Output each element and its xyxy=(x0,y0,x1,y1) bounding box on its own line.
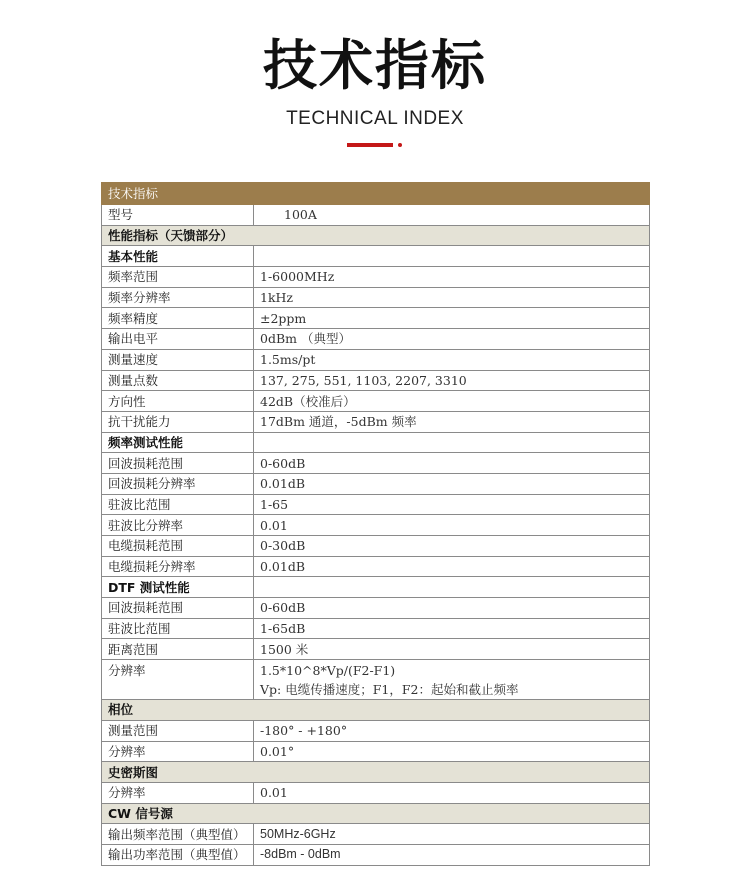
row-label: 抗干扰能力 xyxy=(102,411,254,432)
section-row xyxy=(102,577,650,598)
row-value: 137, 275, 551, 1103, 2207, 3310 xyxy=(254,370,650,391)
row-label: 频率范围 xyxy=(102,267,254,288)
group-title: 史密斯图 xyxy=(102,762,650,783)
row-value: 1-65 xyxy=(254,494,650,515)
table-row xyxy=(102,844,650,865)
row-value: 1500 米 xyxy=(254,639,650,660)
table-row xyxy=(102,536,650,557)
row-value: 0-60dB xyxy=(254,598,650,619)
row-label: 电缆损耗范围 xyxy=(102,536,254,557)
section-title: 基本性能 xyxy=(102,246,254,267)
row-label: 回波损耗分辨率 xyxy=(102,473,254,494)
group-row xyxy=(102,803,650,824)
resolution-formula: 1.5*10^8*Vp/(F2-F1) xyxy=(260,663,396,679)
row-label: 距离范围 xyxy=(102,639,254,660)
page-title: 技术指标 xyxy=(263,34,487,97)
section-title: DTF 测试性能 xyxy=(102,577,254,598)
row-value: -180° - +180° xyxy=(254,720,650,741)
row-value: 0-30dB xyxy=(254,536,650,557)
row-value: 0-60dB xyxy=(254,453,650,474)
row-value: 1-65dB xyxy=(254,618,650,639)
group-row xyxy=(102,225,650,246)
row-label: 频率精度 xyxy=(102,308,254,329)
table-row xyxy=(102,453,650,474)
row-label: 测量点数 xyxy=(102,370,254,391)
title-underline-dot xyxy=(398,143,402,147)
row-value: 1-6000MHz xyxy=(254,267,650,288)
row-value: 1kHz xyxy=(254,287,650,308)
row-value: 17dBm 通道，-5dBm 频率 xyxy=(254,411,650,432)
table-row xyxy=(102,329,650,350)
section-title: 频率测试性能 xyxy=(102,432,254,453)
page-subtitle: TECHNICAL INDEX xyxy=(286,108,464,129)
row-value: 0.01 xyxy=(254,515,650,536)
model-value: 100A xyxy=(254,205,650,226)
row-value: 0dBm （典型） xyxy=(254,329,650,350)
group-title: 性能指标（天馈部分） xyxy=(102,225,650,246)
row-label: 输出频率范围（典型值） xyxy=(102,824,254,845)
row-label: 方向性 xyxy=(102,391,254,412)
table-row xyxy=(102,411,650,432)
row-label: 分辨率 xyxy=(102,660,254,700)
row-value: ±2ppm xyxy=(254,308,650,329)
row-label: 分辨率 xyxy=(102,782,254,803)
table-row xyxy=(102,720,650,741)
resolution-note: Vp: 电缆传播速度；F1，F2：起始和截止频率 xyxy=(260,682,519,698)
group-row xyxy=(102,762,650,783)
group-title: CW 信号源 xyxy=(102,803,650,824)
table-banner-row xyxy=(102,183,650,205)
table-row xyxy=(102,494,650,515)
row-label: 驻波比范围 xyxy=(102,618,254,639)
table-banner: 技术指标 xyxy=(102,183,650,205)
table-row xyxy=(102,349,650,370)
table-row xyxy=(102,556,650,577)
group-row xyxy=(102,700,650,721)
section-row xyxy=(102,432,650,453)
row-value: 0.01° xyxy=(254,741,650,762)
row-value: 0.01 xyxy=(254,782,650,803)
row-label: 电缆损耗分辨率 xyxy=(102,556,254,577)
row-label: 驻波比范围 xyxy=(102,494,254,515)
row-label: 测量速度 xyxy=(102,349,254,370)
spec-table xyxy=(101,182,650,866)
row-label: 频率分辨率 xyxy=(102,287,254,308)
table-row xyxy=(102,660,650,700)
table-row xyxy=(102,515,650,536)
row-label: 输出电平 xyxy=(102,329,254,350)
group-title: 相位 xyxy=(102,700,650,721)
table-row xyxy=(102,782,650,803)
row-label: 分辨率 xyxy=(102,741,254,762)
table-row xyxy=(102,267,650,288)
row-value: 0.01dB xyxy=(254,556,650,577)
row-value: -8dBm - 0dBm xyxy=(254,844,650,865)
table-row xyxy=(102,287,650,308)
table-row xyxy=(102,370,650,391)
row-label: 回波损耗范围 xyxy=(102,598,254,619)
table-row xyxy=(102,391,650,412)
table-row xyxy=(102,205,650,226)
table-row xyxy=(102,741,650,762)
table-row xyxy=(102,618,650,639)
row-value: 42dB（校准后） xyxy=(254,391,650,412)
table-row xyxy=(102,308,650,329)
row-label: 回波损耗范围 xyxy=(102,453,254,474)
row-label: 测量范围 xyxy=(102,720,254,741)
row-value: 50MHz-6GHz xyxy=(254,824,650,845)
title-underline xyxy=(347,143,393,147)
row-label: 输出功率范围（典型值） xyxy=(102,844,254,865)
row-label: 驻波比分辨率 xyxy=(102,515,254,536)
row-value: 1.5ms/pt xyxy=(254,349,650,370)
table-row xyxy=(102,598,650,619)
table-row xyxy=(102,473,650,494)
table-row xyxy=(102,639,650,660)
model-label: 型号 xyxy=(102,205,254,226)
table-row xyxy=(102,824,650,845)
section-row xyxy=(102,246,650,267)
row-value xyxy=(254,660,650,700)
row-value: 0.01dB xyxy=(254,473,650,494)
